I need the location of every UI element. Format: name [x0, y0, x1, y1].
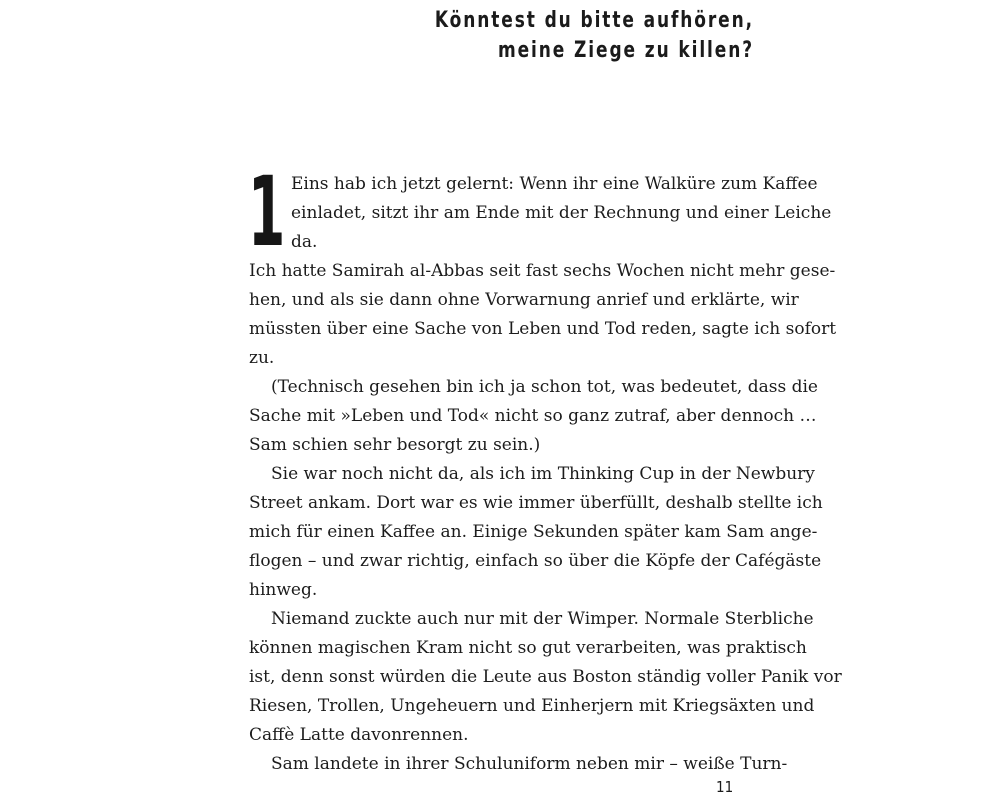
text-line: müssten über eine Sache von Leben und Tod reden, sagte ich sofort — [249, 319, 837, 339]
chapter-number-drop-cap: 1 — [248, 156, 286, 268]
text-line: können magischen Kram nicht so gut verarbeiten, was praktisch — [249, 638, 807, 658]
text-line: Niemand zuckte auch nur mit der Wimper. Normale Sterbliche — [271, 609, 814, 629]
text-line: Sie war noch nicht da, als ich im Thinking Cup in der Newbury — [271, 464, 815, 484]
chapter-title-line-2: meine Ziege zu killen? — [497, 38, 754, 63]
text-line: (Technisch gesehen bin ich ja schon tot, was bedeutet, dass die — [271, 377, 818, 397]
text-line: Eins hab ich jetzt gelernt: Wenn ihr eine Walküre zum Kaffee — [291, 174, 818, 194]
text-line: da. — [291, 232, 318, 252]
text-line: Street ankam. Dort war es wie immer überfüllt, deshalb stellte ich — [249, 493, 823, 513]
chapter-title — [324, 6, 754, 66]
text-line: Caffè Latte davonrennen. — [249, 725, 469, 745]
text-line: Sache mit »Leben und Tod« nicht so ganz zutraf, aber dennoch … — [249, 406, 817, 426]
page-number: 11 — [716, 778, 734, 796]
text-line: flogen – und zwar richtig, einfach so über die Köpfe der Cafégäste — [249, 551, 822, 571]
text-line: zu. — [249, 348, 275, 368]
text-line: hinweg. — [249, 580, 318, 600]
text-line: ist, denn sonst würden die Leute aus Boston ständig voller Panik vor — [249, 667, 842, 687]
chapter-title-line-1: Könntest du bitte aufhören, — [434, 8, 754, 33]
text-line: mich für einen Kaffee an. Einige Sekunden später kam Sam ange- — [249, 522, 818, 542]
text-line: Ich hatte Samirah al-Abbas seit fast sechs Wochen nicht mehr gese- — [249, 261, 836, 281]
text-line: Sam landete in ihrer Schuluniform neben mir – weiße Turn- — [271, 754, 788, 774]
text-line: hen, und als sie dann ohne Vorwarnung anrief und erklärte, wir — [249, 290, 799, 310]
text-line: Riesen, Trollen, Ungeheuern und Einherjern mit Kriegsäxten und — [249, 696, 815, 716]
chapter-body — [248, 156, 842, 779]
text-line: Sam schien sehr besorgt zu sein.) — [249, 435, 541, 455]
text-line: einladet, sitzt ihr am Ende mit der Rechnung und einer Leiche — [291, 203, 832, 223]
